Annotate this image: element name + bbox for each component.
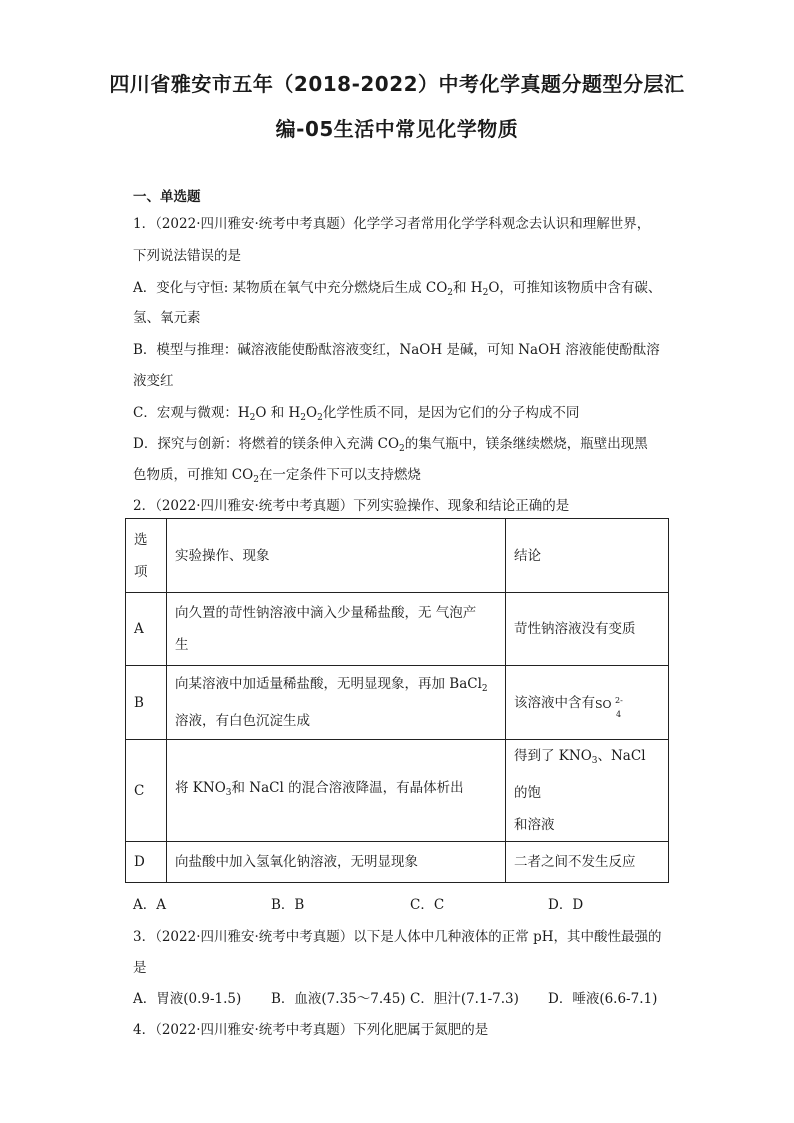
table-header-row xyxy=(126,519,669,593)
row-conclusion: 二者之间不发生反应 xyxy=(506,842,669,883)
q4-stem: 4．（2022·四川雅安·统考中考真题）下列化肥属于氮肥的是 xyxy=(133,1022,489,1038)
row-operation: 将 $KNO_3$和 NaCl 的混合溶液降温，有晶体析出 xyxy=(167,740,506,842)
q2-option-b: B．B xyxy=(271,897,305,913)
row-conclusion: 该溶液中含有 SO 2- 4 xyxy=(506,666,669,740)
table-row xyxy=(126,842,669,883)
sulfate-ion-formula: SO 2- 4 xyxy=(595,695,623,719)
q2-stem: 2．（2022·四川雅安·统考中考真题）下列实验操作、现象和结论正确的是 xyxy=(133,498,570,514)
row-operation: 向某溶液中加适量稀盐酸，无明显现象，再加 BaCl$_2$ 溶液，有白色沉淀生成 xyxy=(167,666,506,740)
q1-stem-line1: 1．（2022·四川雅安·统考中考真题）化学学习者常用化学学科观念去认识和理解世界， xyxy=(133,216,651,232)
q3-option-c: C．胆汁(7.1-7.3) xyxy=(410,991,519,1007)
table-row xyxy=(126,666,669,740)
q1-option-d-line1: D．探究与创新：将燃着的镁条伸入充满 $CO_2$的集气瓶中，镁条继续燃烧，瓶壁出现黑 xyxy=(133,436,648,454)
q1-option-b-line2: 液变红 xyxy=(133,373,174,389)
header-conclusion-cell: 结论 xyxy=(506,519,669,593)
row-operation: 向久置的苛性钠溶液中滴入少量稀盐酸，无 气泡产 生 xyxy=(167,593,506,666)
q3-stem-line1: 3．（2022·四川雅安·统考中考真题）以下是人体中几种液体的正常 pH，其中酸性最强的 xyxy=(133,929,662,945)
q2-option-c: C．C xyxy=(410,897,445,913)
q3-option-b: B．血液(7.35～7.45) xyxy=(271,991,406,1007)
row-conclusion: 得到了 $KNO_3$、NaCl 的饱 和溶液 xyxy=(506,740,669,842)
row-conclusion: 苛性钠溶液没有变质 xyxy=(506,593,669,666)
section-heading: 一、单选题 xyxy=(133,189,201,205)
table-row xyxy=(126,740,669,842)
document-title-line2: 编-05生活中常见化学物质 xyxy=(275,117,519,141)
q1-stem-line2: 下列说法错误的是 xyxy=(133,248,241,264)
q1-option-b-line1: B．模型与推理：碱溶液能使酚酞溶液变红，NaOH 是碱，可知 NaOH 溶液能使酚酞溶 xyxy=(133,342,660,358)
q3-stem-line2: 是 xyxy=(133,960,147,976)
q1-option-d-line2: 色物质，可推知 $CO_2$在一定条件下可以支持燃烧 xyxy=(133,467,421,485)
q1-option-a-line1: A．变化与守恒: 某物质在氧气中充分燃烧后生成 $CO_2$和 $H_2O$，可推知该物质中含有碳、 xyxy=(133,280,662,298)
document-title-line1: 四川省雅安市五年（2018-2022）中考化学真题分题型分层汇 xyxy=(109,72,685,96)
q3-option-a: A．胃液(0.9-1.5) xyxy=(133,991,242,1007)
header-operation-cell: 实验操作、现象 xyxy=(167,519,506,593)
q2-table xyxy=(125,518,669,883)
table-row xyxy=(126,593,669,666)
q2-option-a: A．A xyxy=(133,897,166,913)
row-option: A xyxy=(126,593,167,666)
header-option-cell: 选 项 xyxy=(126,519,167,593)
row-option: B xyxy=(126,666,167,740)
q2-option-d: D．D xyxy=(548,897,584,913)
row-option: D xyxy=(126,842,167,883)
q1-option-c: C．宏观与微观：$H_2O$ 和 $H_2O_2$化学性质不同，是因为它们的分子构成不同 xyxy=(133,405,580,423)
row-operation: 向盐酸中加入氢氧化钠溶液，无明显现象 xyxy=(167,842,506,883)
row-option: C xyxy=(126,740,167,842)
q1-option-a-line2: 氢、氧元素 xyxy=(133,310,201,326)
q3-option-d: D．唾液(6.6-7.1) xyxy=(548,991,658,1007)
